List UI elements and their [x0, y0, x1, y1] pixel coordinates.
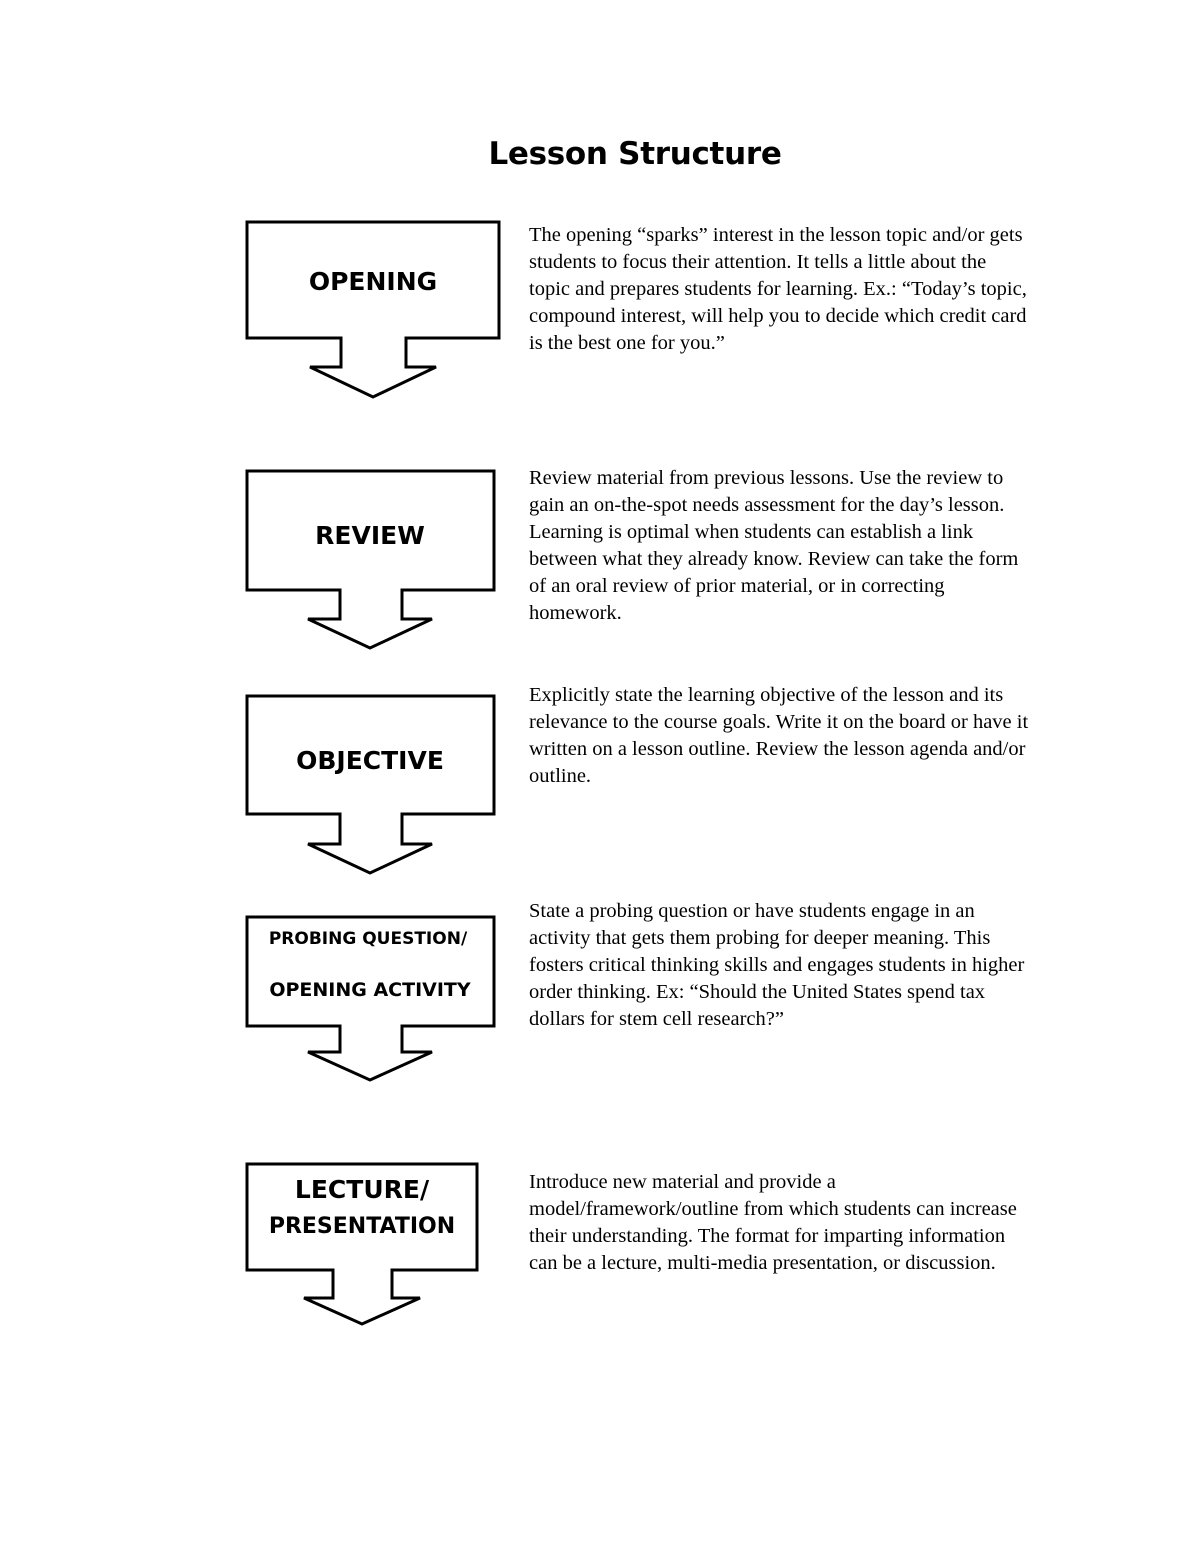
- lecture-description: Introduce new material and provide a model/framework/outline from which students can increase their understanding. The format for imparting information can be a lecture, multi-media presentation, or discussion.: [529, 1171, 1017, 1274]
- review-description: Review material from previous lessons. Use the review to gain an on-the-spot needs assessment for the day’s lesson. Learning is optimal when students can establish a link between what they already know. Review can take the form of an oral review of prior material, or in correcting homework.: [529, 467, 1019, 624]
- step-probing-question: [247, 917, 494, 1080]
- page-title: Lesson Structure: [488, 136, 782, 172]
- lecture-label-line2: PRESENTATION: [268, 1214, 456, 1239]
- objective-arrow-box: [247, 696, 494, 873]
- step-lecture: [247, 1164, 477, 1324]
- opening-description: The opening “sparks” interest in the lesson topic and/or gets students to focus their attention. It tells a little about the topic and prepares students for learning. Ex.: “Today’s topic, compound interest, will help you to decide which credit card is the best one for you.”: [529, 224, 1027, 354]
- probing-question-label-line1: PROBING QUESTION/: [268, 929, 468, 949]
- lecture-label-line1: LECTURE/: [294, 1175, 430, 1204]
- opening-label: OPENING: [308, 267, 438, 296]
- review-label: REVIEW: [315, 521, 425, 550]
- step-objective: [247, 696, 494, 873]
- probing-question-label-line2: OPENING ACTIVITY: [269, 979, 471, 1001]
- objective-description: Explicitly state the learning objective of the lesson and its relevance to the course goals. Write it on the board or have it written on a lesson outline. Review the lesson agenda and/or outline.: [529, 684, 1029, 787]
- opening-arrow-box: [247, 222, 499, 397]
- review-arrow-box: [247, 471, 494, 648]
- step-opening: [247, 222, 499, 397]
- probing-question-description: State a probing question or have students engage in an activity that gets them probing for deeper meaning. This fosters critical thinking skills and engages students in higher order thinking. Ex: “Should the United States spend tax dollars for stem cell research?”: [529, 900, 1025, 1030]
- objective-label: OBJECTIVE: [296, 746, 444, 775]
- step-review: [247, 471, 494, 648]
